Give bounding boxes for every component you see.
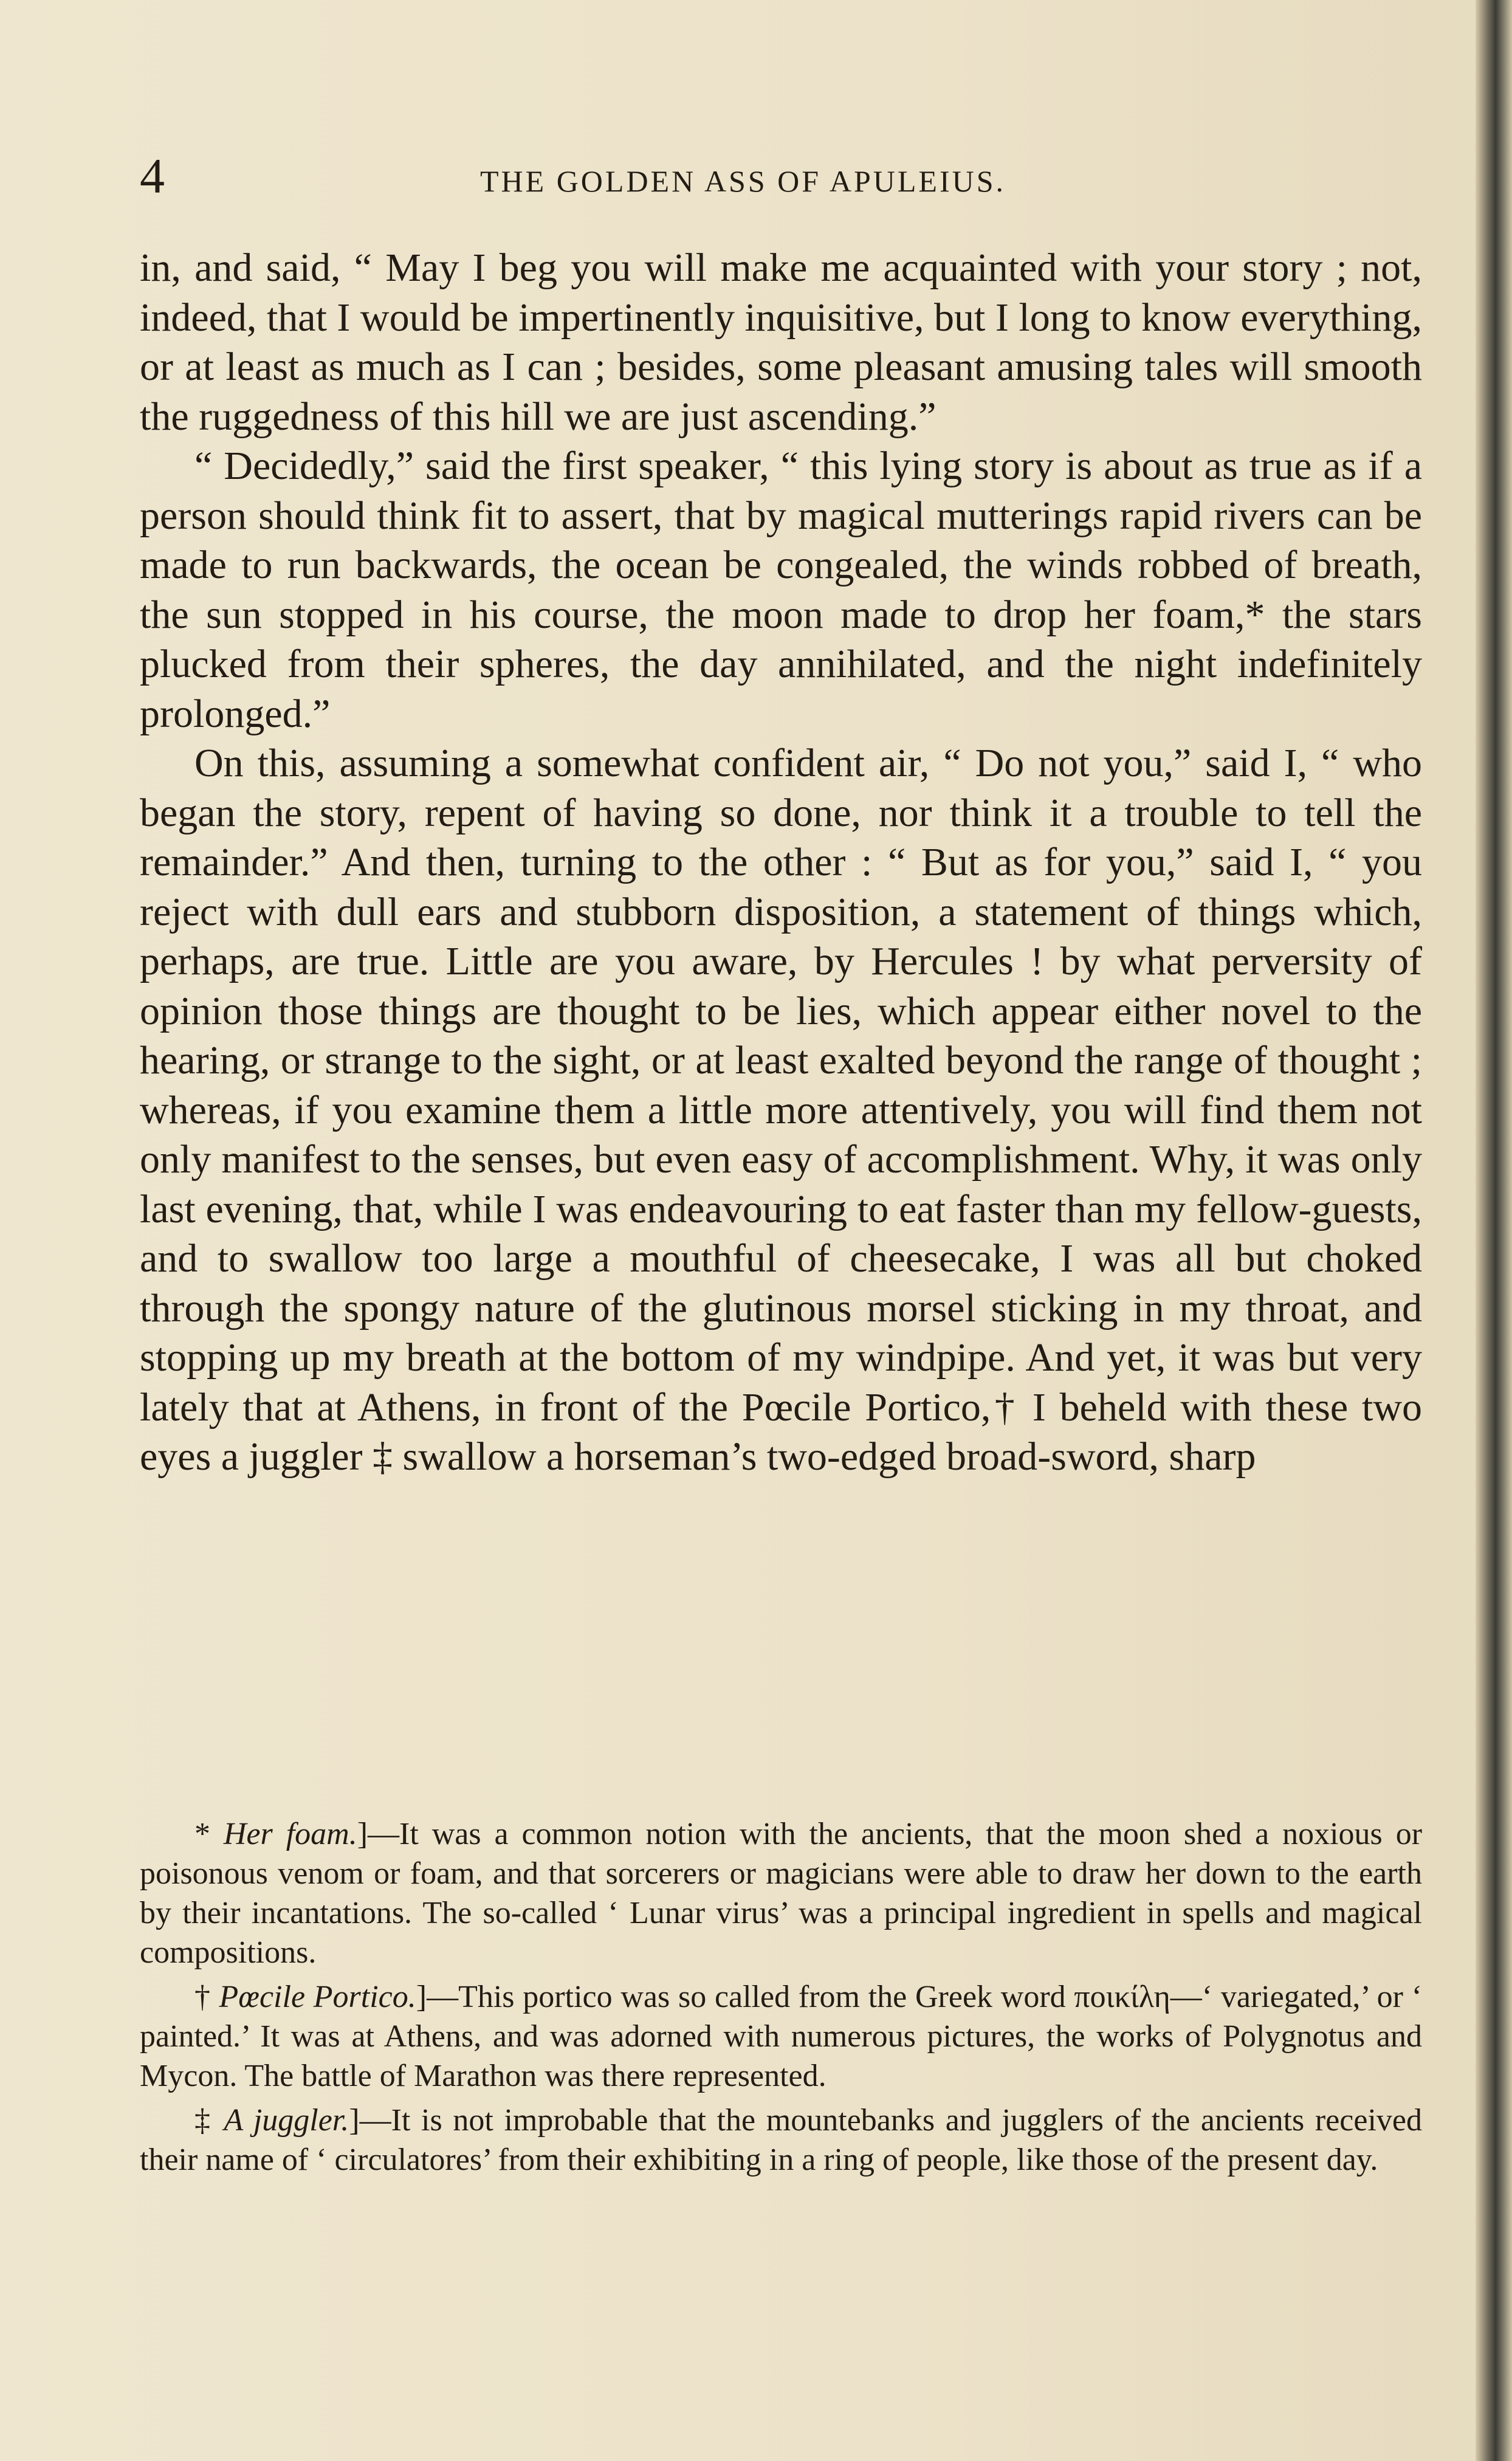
footnote-text: ]—It was a common notion with the ancients, that the moon shed a noxious or poisonous venom or foam, and that sorcerers or magicians were able to draw her down to the earth by their incantations. The so-called ‘ Lunar virus’ was a principal ingredient in spells and magical compositions. — [140, 1817, 1423, 1970]
footnote — [140, 2101, 1422, 2180]
footnote-mark: † — [194, 1980, 211, 2014]
footnote — [140, 1814, 1422, 1972]
page-header — [140, 146, 1416, 207]
paragraph: in, and said, “ May I beg you will make me acquainted with your story ; not, indeed, that I would be impertinently inquisitive, but I long to know everything, or at least as much as I can ; besides, some pleasant amusing tales will smooth the ruggedness of this hill we are just ascending.” — [140, 246, 1422, 439]
footnote-text: ]—It is not improbable that the mountebanks and jugglers of the ancients received their name of ‘ circulatores’ from their exhibiting in a ring of people, like those of the present day. — [140, 2103, 1422, 2177]
footnote-lemma: Her foam. — [223, 1817, 357, 1851]
footnote-mark: ‡ — [194, 2103, 213, 2138]
running-head: THE GOLDEN ASS OF APULEIUS. — [480, 164, 1006, 198]
paragraph: On this, assuming a somewhat confident air, “ Do not you,” said I, “ who began the story, repent of having so done, nor think it a trouble to tell the remainder.” And then, turning to the other : “ But as for you,” said I, “ you reject with dull ears and stubborn disposition, a statement of things which, perhaps, are true. Little are you aware, by Hercules ! by what perversity of opinion those things are thought to be lies, which appear either novel to the hearing, or strange to the sight, or at least exalted beyond the range of thought ; whereas, if you examine them a little more attentively, you will find them not only manifest to the senses, but even easy of accomplishment. Why, it was only last evening, that, while I was endeavouring to eat faster than my fellow-guests, and to swallow too large a mouthful of cheesecake, I was all but choked through the spongy nature of the glutinous morsel sticking in my throat, and stopping up my breath at the bottom of my windpipe. And yet, it was but very lately that at Athens, in front of the Pœcile Portico,† I beheld with these two eyes a juggler ‡ swallow a horseman’s two-edged broad-sword, sharp — [140, 741, 1422, 1479]
footnotes — [140, 1814, 1422, 2184]
paragraph: “ Decidedly,” said the first speaker, “ this lying story is about as true as if a person should think fit to assert, that by magical mutterings rapid rivers can be made to run backwards, the ocean be congealed, the winds robbed of breath, the sun stopped in his course, the moon made to drop her foam,* the stars plucked from their spheres, the day annihilated, and the night indefinitely prolonged.” — [140, 444, 1422, 736]
page-number: 4 — [140, 148, 165, 204]
footnote-lemma: Pœcile Portico. — [219, 1980, 416, 2014]
book-spine-edge — [1476, 0, 1512, 2461]
footnote-lemma: A juggler. — [224, 2103, 349, 2138]
footnote-text: ]—This portico was so called from the Greek word ποικίλη—‘ variegated,’ or ‘ painted.’ It was at Athens, and was adorned with numerous pictures, the works of Polygnotus and Mycon. The battle of Marathon was there represented. — [140, 1980, 1423, 2093]
footnote-mark: * — [194, 1817, 210, 1851]
body-text — [140, 243, 1422, 1482]
footnote — [140, 1977, 1422, 2096]
